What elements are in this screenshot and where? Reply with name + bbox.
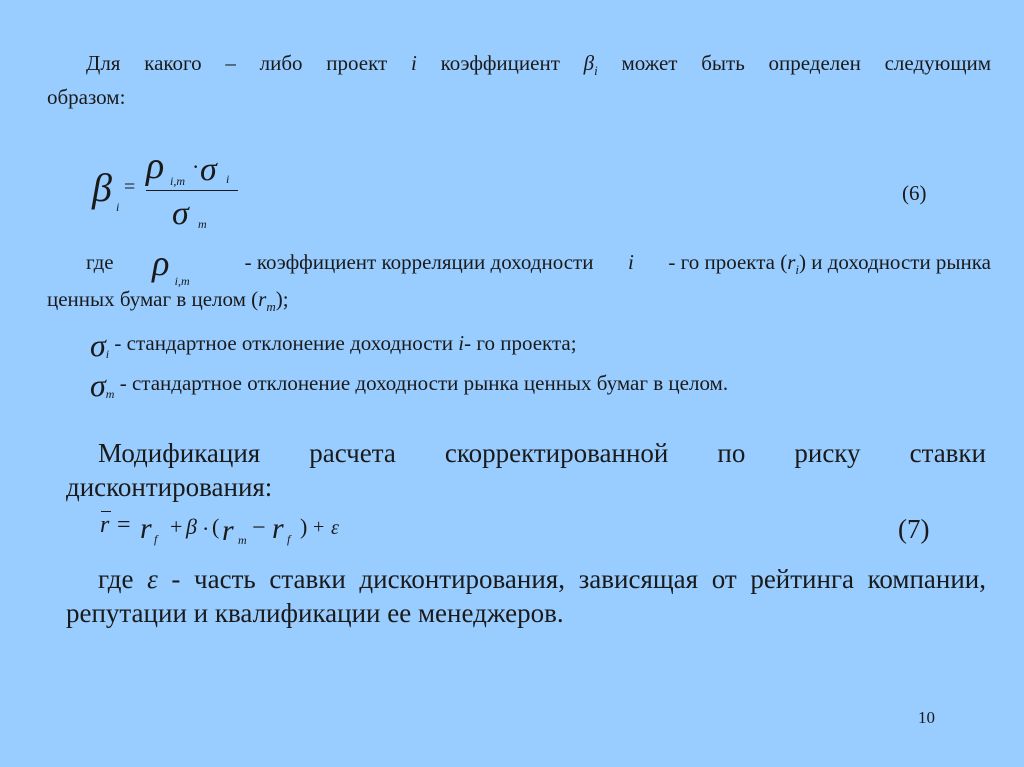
def-sigma-m: $\sigma_m$ - стандартное отклонение доходности рынка ценных бумаг в целом.: [90, 367, 729, 403]
formula6-number: (6): [902, 181, 927, 205]
formula7-eps: ε: [331, 517, 339, 539]
formula6-sigma: σ: [200, 151, 217, 188]
formula6-beta-sub: i: [116, 200, 120, 214]
formula7-equals: =: [117, 512, 131, 538]
para1-line2: образом:: [47, 85, 126, 109]
formula7-lparen: (: [212, 514, 220, 539]
formula6-dot: ·: [192, 154, 200, 179]
formula7-minus: −: [252, 515, 266, 541]
beta-symbol: β: [583, 51, 595, 75]
formula7-r: r: [100, 512, 110, 538]
para3-line1: где ε - часть ставки дисконтирования, зависящая от рейтинга компании,: [98, 564, 987, 594]
formula7-number: (7): [898, 514, 930, 544]
def-sigma-m-symbol: σ: [90, 367, 106, 403]
def-rho-symbol: ρ: [152, 243, 170, 283]
def-sigma-i-symbol: σ: [90, 327, 106, 363]
para3-line2: репутации и квалификации ее менеджеров.: [66, 598, 564, 628]
page-number: 10: [918, 708, 935, 727]
var-i: i: [410, 51, 417, 75]
formula7-plus2: +: [313, 516, 325, 538]
formula6-equals: =: [124, 176, 136, 198]
formula7-dot: ·: [202, 516, 210, 541]
formula6-sigma-sub: i: [226, 172, 230, 186]
formula6-den-sub: m: [198, 217, 207, 231]
formula6-fraction-line: [146, 190, 238, 191]
formula6-rho: ρ: [146, 145, 165, 187]
formula7-plus1: +: [170, 514, 183, 539]
formula7-beta: β: [186, 514, 197, 539]
para1-line1: Для какого – либо проект i коэффициент $\beta_i$ может быть определен следующим: [86, 51, 992, 78]
formula7-rm: r: [222, 514, 234, 547]
formula7-rf-sub: f: [154, 532, 158, 546]
formula7-rf2: r: [272, 512, 284, 545]
formula7-rm-sub: m: [238, 533, 247, 547]
formula7-rf: r: [140, 512, 152, 545]
formula7-rparen: ): [300, 514, 308, 539]
para2-line2: дисконтирования:: [66, 472, 273, 502]
para3-eps: ε: [147, 564, 158, 594]
def-sigma-i: $\sigma_i$ - стандартное отклонение доходности i- го проекта;: [90, 327, 577, 363]
def-rho-line1: где ρ $_{i,m}$ - коэффициент корреляции доходности i - го проекта $(r_i)$ и доходности рынка: [86, 243, 991, 288]
para2-line1: Модификация расчета скорректированной по риску ставки: [98, 438, 986, 468]
def-rho-line2: ценных бумаг в целом $(r_m)$;: [47, 287, 289, 314]
formula7-rf2-sub: f: [287, 532, 291, 546]
formula6-beta: β: [92, 165, 112, 210]
def-rho-sub: i,m: [174, 274, 190, 288]
formula6-rho-sub: i,m: [170, 174, 185, 188]
formula6-den-sigma: σ: [172, 195, 189, 232]
